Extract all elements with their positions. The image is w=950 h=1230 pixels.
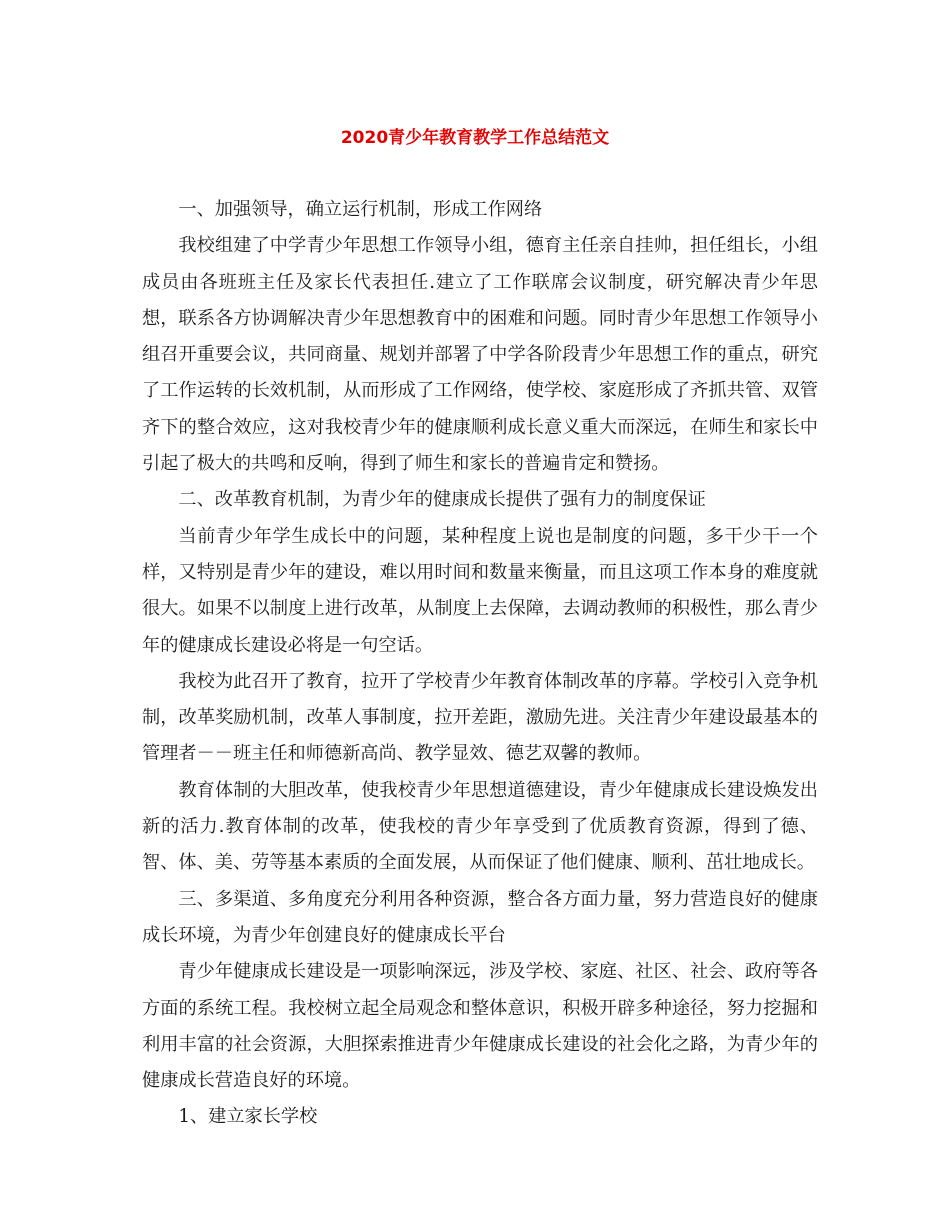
document-title: 2020青少年教育教学工作总结范文 [340, 128, 610, 148]
section-heading-3: 三、多渠道、多角度充分利用各种资源，整合各方面力量，努力营造良好的健康成长环境，为青少年创建良好的健康成长平台 [142, 888, 818, 946]
section-heading-1: 一、加强领导，确立运行机制，形成工作网络 [178, 199, 543, 220]
paragraph-reform-results: 教育体制的大胆改革，使我校青少年思想道德建设，青少年健康成长建设焕发出新的活力.教育体制的改革，使我校的青少年享受到了优质教育资源，得到了德、智、体、美、劳等基本素质的全面发展，从而保证了他们健康、顺利、茁壮地成长。 [142, 779, 818, 874]
subsection-heading-1: 1、建立家长学校 [178, 1106, 318, 1128]
paragraph-leadership-group: 我校组建了中学青少年思想工作领导小组，德育主任亲自挂帅，担任组长，小组成员由各班班主任及家长代表担任.建立了工作联席会议制度，研究解决青少年思想，联系各方协调解决青少年思想教育中的困难和问题。同时青少年思想工作领导小组召开重要会议，共同商量、规划并部署了中学各阶段青少年思想工作的重点，研究了工作运转的长效机制，从而形成了工作网络，使学校、家庭形成了齐抓共管、双管齐下的整合效应，这对我校青少年的健康顺利成长意义重大而深远，在师生和家长中引起了极大的共鸣和反响，得到了师生和家长的普遍肯定和赞扬。 [142, 235, 818, 475]
paragraph-reform-start: 我校为此召开了教育，拉开了学校青少年教育体制改革的序幕。学校引入竞争机制，改革奖励机制，改革人事制度，拉开差距，激励先进。关注青少年建设最基本的管理者－－班主任和师德新高尚、教学显效、德艺双馨的教师。 [142, 670, 818, 765]
section-heading-2: 二、改革教育机制，为青少年的健康成长提供了强有力的制度保证 [178, 489, 706, 511]
paragraph-social-resources: 青少年健康成长建设是一项影响深远，涉及学校、家庭、社区、社会、政府等各方面的系统工程。我校树立起全局观念和整体意识，积极开辟多种途径，努力挖掘和利用丰富的社会资源，大胆探索推进青少年健康成长建设的社会化之路，为青少年的健康成长营造良好的环境。 [142, 961, 818, 1092]
document-body [142, 192, 818, 1136]
paragraph-current-problems: 当前青少年学生成长中的问题，某种程度上说也是制度的问题，多干少干一个样，又特别是青少年的建设，难以用时间和数量来衡量，而且这项工作本身的难度就很大。如果不以制度上进行改革，从制度上去保障，去调动教师的积极性，那么青少年的健康成长建设必将是一句空话。 [142, 525, 818, 656]
